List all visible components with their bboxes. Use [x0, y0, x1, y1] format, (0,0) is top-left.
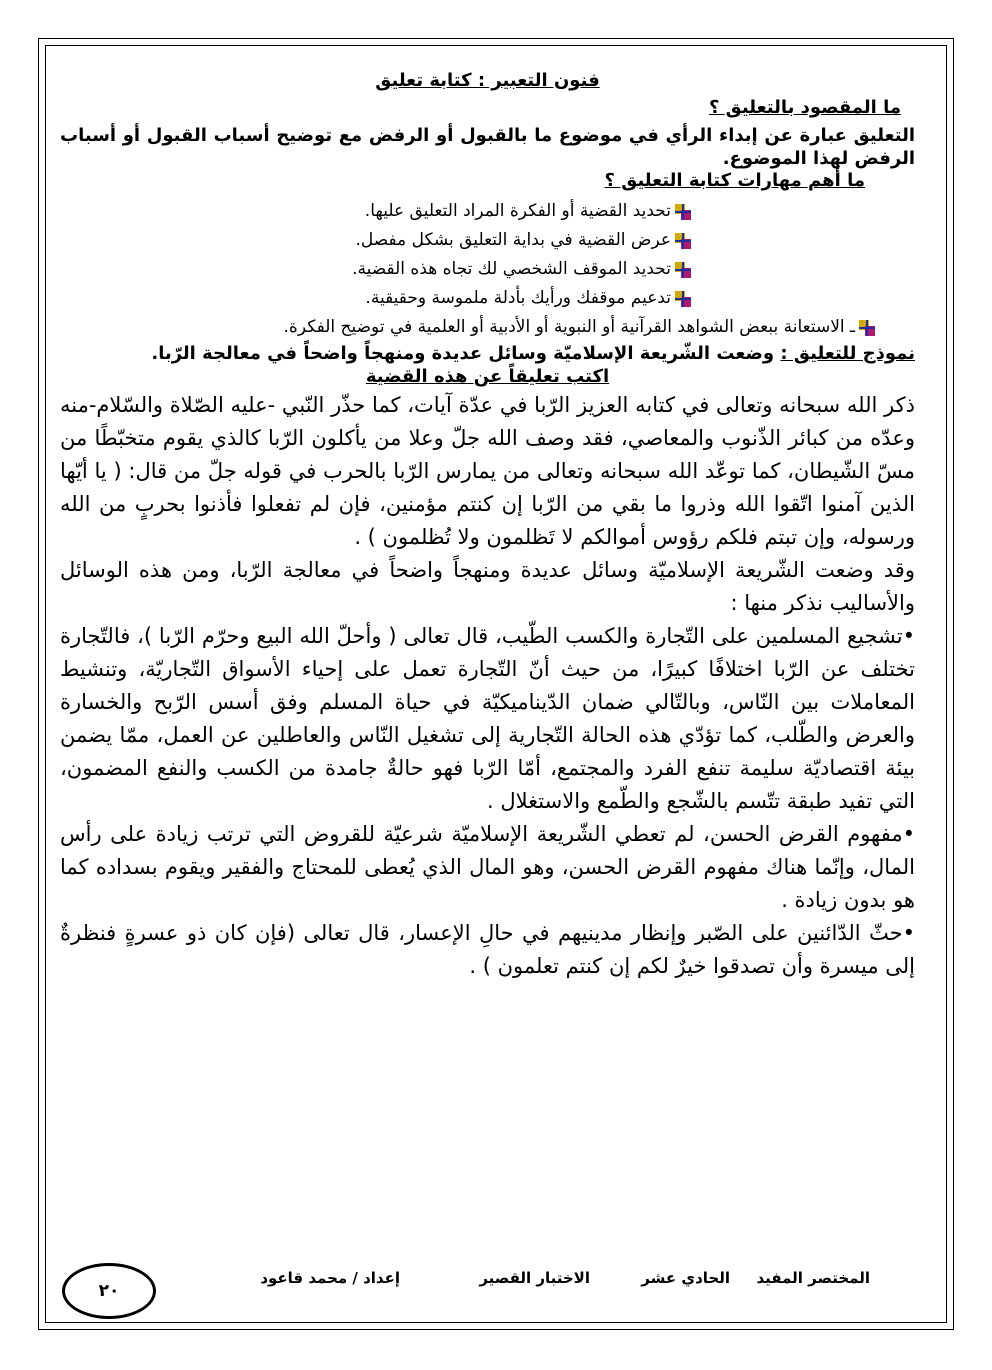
bullet-icon: [675, 204, 691, 220]
bullet-icon: [675, 262, 691, 278]
page-number: ٢٠: [62, 1263, 156, 1319]
skill-item: [60, 284, 691, 313]
paragraph: •تشجيع المسلمين على التّجارة والكسب الطّيب، قال تعالى ( وأحلّ الله البيع وحرّم الرّبا )، فالتّجارة تختلف عن الرّبا اختلافًا كبيرًا، من حيث أنّ التّجارة تعمل على إحياء الأسواق التّجاريّة، وتنشيط المعاملات بين النّاس، وبالتّالي ضمان الدّيناميكيّة في حياة المسلم وفق أسس الرّبح والخسارة والعرض والطّلب، كما تؤدّي هذه الحالة التّجارية إلى تشغيل النّاس والعاطلين عن العمل، ممّا يضمن بيئة اقتصاديّة سليمة تنفع الفرد والمجتمع، أمّا الرّبا فهو حالةٌ جامدة من الكسب والنفع المضمون، التي تفيد طبقة تتّسم بالشّجع والطّمع والاستغلال .: [60, 624, 915, 813]
skill-text: ـ الاستعانة ببعض الشواهد القرآنية أو النبوية أو الأدبية أو العلمية في توضيح الفكرة.: [283, 317, 855, 337]
model-heading: [60, 342, 915, 366]
page-title: فنون التعبير : كتابة تعليق: [375, 70, 600, 91]
definition-text: التعليق عبارة عن إبداء الرأي في موضوع ما بالقبول أو الرفض مع توضيح أسباب القبول أو أسباب الرفض لهذا الموضوع.: [60, 125, 915, 169]
footer-exam: الاختبار القصير: [479, 1269, 590, 1287]
question-skills: ما أهم مهارات كتابة التعليق ؟: [604, 170, 865, 191]
document-body: [60, 70, 915, 983]
skill-text: تحديد الموقف الشخصي لك تجاه هذه القضية.: [352, 259, 671, 279]
paragraph: ذكر الله سبحانه وتعالى في كتابه العزيز الرّبا في عدّة آيات، كما حذّر النّبي -عليه الصّلاة والسّلام-منه وعدّه من كبائر الذّنوب والمعاصي، فقد وصف الله جلّ وعلا من يأكلون الرّبا كالذي يقوم متخبّطًا من مسّ الشّيطان، كما توعّد الله سبحانه وتعالى من يمارس الرّبا بالحرب في قوله جلّ من قال: ( يا أيّها الذين آمنوا اتّقوا الله وذروا ما بقي من الرّبا إن كنتم مؤمنين، فإن لم تفعلوا فأذنوا بحربٍ من الله ورسوله، وإن تبتم فلكم رؤوس أموالكم لا تَظلمون ولا تُظلمون ) .: [60, 393, 915, 549]
paragraph: وقد وضعت الشّريعة الإسلاميّة وسائل عديدة ومنهجاً واضحاً في معالجة الرّبا، ومن هذه الوسائل والأساليب نذكر منها :: [60, 558, 915, 615]
skill-text: تحديد القضية أو الفكرة المراد التعليق عليها.: [364, 201, 671, 221]
skill-item: [60, 313, 875, 342]
skill-item: [60, 255, 691, 284]
footer-author: إعداد / محمد قاعود: [260, 1269, 400, 1287]
model-text: وضعت الشّريعة الإسلاميّة وسائل عديدة ومنهجاً واضحاً في معالجة الرّبا.: [151, 343, 775, 364]
paragraph: •حثّ الدّائنين على الصّبر وإنظار مدينيهم في حالِ الإعسار، قال تعالى (فإن كان ذو عسرةٍ فنظرةٌ إلى ميسرة وأن تصدقوا خيرٌ لكم إن كنتم تعلمون ) .: [60, 921, 915, 978]
skills-list: [60, 197, 915, 342]
skill-text: تدعيم موقفك ورأيك بأدلة ملموسة وحقيقية.: [365, 288, 671, 308]
skill-text: عرض القضية في بداية التعليق بشكل مفصل.: [355, 230, 671, 250]
bullet-icon: [675, 291, 691, 307]
model-label: نموذج للتعليق :: [780, 343, 915, 364]
page-footer: [60, 1265, 900, 1295]
bullet-icon: [675, 233, 691, 249]
paragraph: •مفهوم القرض الحسن، لم تعطي الشّريعة الإسلاميّة شرعيّة للقروض التي ترتب زيادة على رأس المال، وإنّما هناك مفهوم القرض الحسن، وهو المال الذي يُعطى للمحتاج والفقير ويقوم بسداده كما هو بدون زيادة .: [60, 822, 915, 912]
skill-item: [60, 226, 691, 255]
bullet-icon: [859, 320, 875, 336]
skill-item: [60, 197, 691, 226]
footer-series: المختصر المفيد: [756, 1269, 870, 1287]
footer-grade: الحادي عشر: [641, 1269, 730, 1287]
question-definition: ما المقصود بالتعليق ؟: [708, 97, 901, 118]
task-heading: اكتب تعليقاً عن هذه القضية: [365, 366, 610, 387]
